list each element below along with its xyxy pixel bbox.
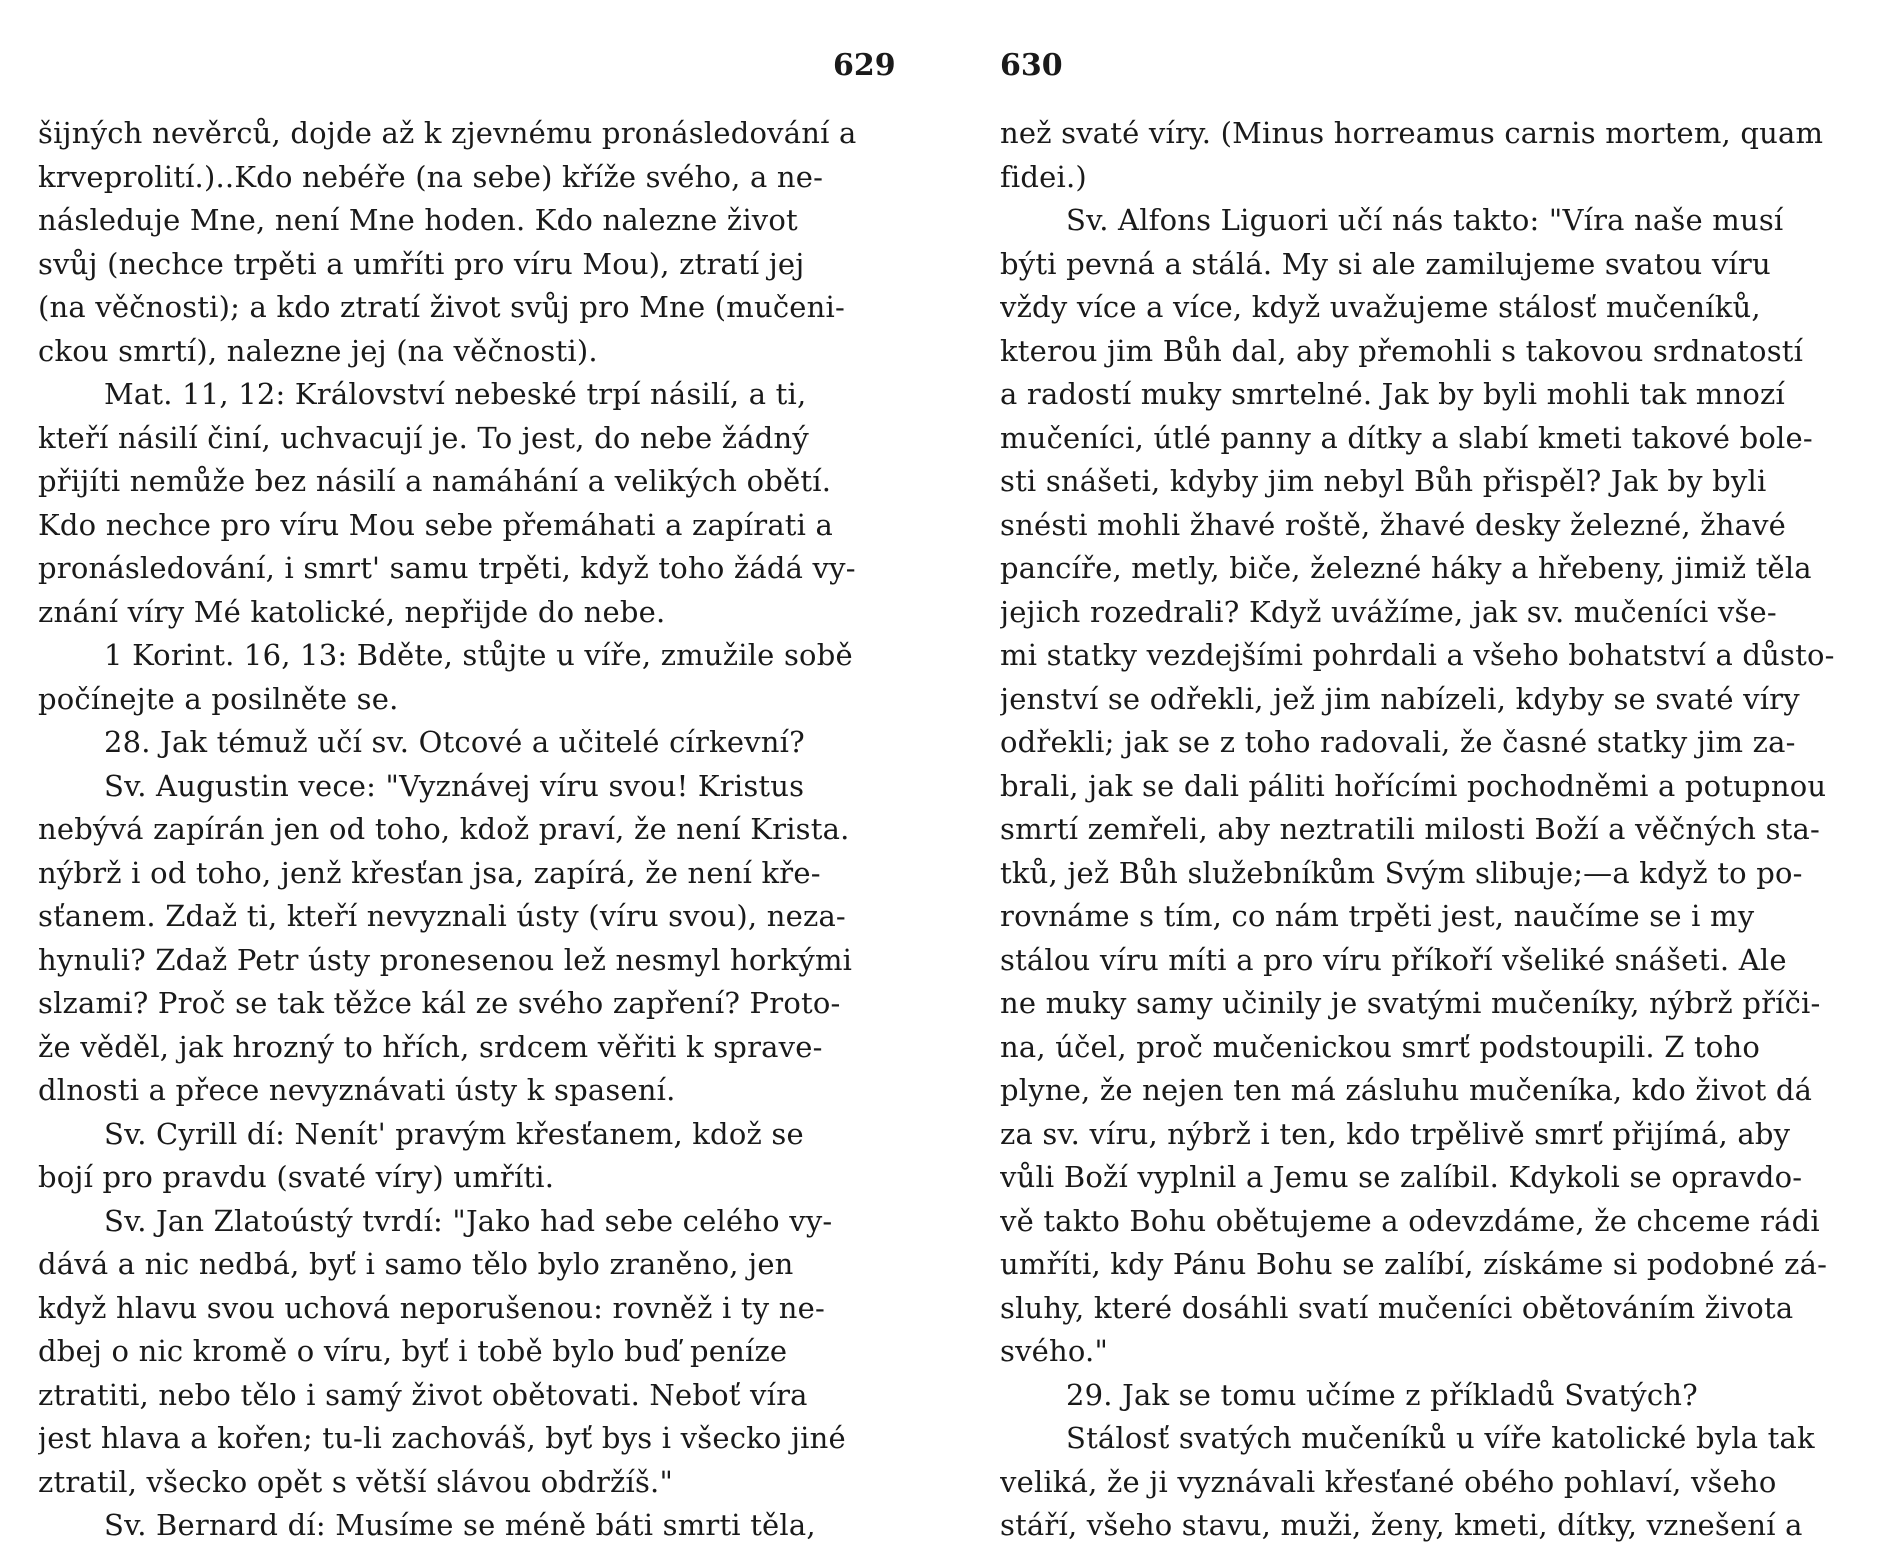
text-line: smrtí zemřeli, aby neztratili milosti Boží a věčných sta- (1000, 812, 1821, 846)
text-line: šijných nevěrců, dojde až k zjevnému pronásledování a (38, 116, 857, 150)
text-line: dává a nic nedbá, byť i samo tělo bylo zraněno, jen (38, 1247, 794, 1281)
text-line: pancíře, metly, biče, železné háky a hřebeny, jimiž těla (1000, 551, 1812, 585)
text-line: brali, jak se dali páliti hořícími pochodněmi a potupnou (1000, 768, 1827, 803)
text-line: dlnosti a přece nevyznávati ústy k spasení. (38, 1073, 676, 1107)
text-line: 1 Korint. 16, 13: Bděte, stůjte u víře, zmužile sobě (104, 638, 853, 672)
text-line: a radostí muky smrtelné. Jak by byli mohli tak mnozí (1000, 377, 1785, 411)
text-line: sťanem. Zdaž ti, kteří nevyznali ústy (víru svou), neza- (38, 899, 846, 933)
text-line: že věděl, jak hrozný to hřích, srdcem věřiti k sprave- (38, 1029, 823, 1064)
text-line: krveprolití.)..Kdo nebéře (na sebe) kříže svého, a ne- (38, 159, 824, 194)
text-line: mučeníci, útlé panny a dítky a slabí kmeti takové bole- (1000, 420, 1813, 455)
text-line: snésti mohli žhavé roště, žhavé desky železné, žhavé (1000, 507, 1787, 542)
text-line: sti snášeti, kdyby jim nebyl Bůh přispěl? Jak by byli (1000, 464, 1767, 498)
text-line: slzami? Proč se tak těžce kál ze svého zapření? Proto- (38, 986, 841, 1020)
text-line: jest hlava a kořen; tu-li zachováš, byť bys i všecko jiné (38, 1421, 846, 1455)
text-line: následuje Mne, není Mne hoden. Kdo nalezne život (38, 203, 798, 237)
text-line: počínejte a posilněte se. (38, 681, 399, 716)
text-line: Sv. Jan Zlatoústý tvrdí: "Jako had sebe celého vy- (104, 1203, 833, 1238)
text-line: sluhy, které dosáhli svatí mučeníci obětováním života (1000, 1290, 1794, 1325)
text-line: fidei.) (1000, 159, 1087, 194)
text-line: na, účel, proč mučenickou smrť podstoupili. Z toho (1000, 1029, 1761, 1064)
text-line: 29. Jak se tomu učíme z příkladů Svatých? (1066, 1377, 1698, 1412)
left-page-text (38, 112, 900, 1548)
right-page-text (1000, 112, 1862, 1548)
text-line: ztratil, všecko opět s větší slávou obdržíš." (38, 1464, 674, 1499)
page-number-left: 629 (833, 48, 896, 83)
text-line: Kdo nechce pro víru Mou sebe přemáhati a zapírati a (38, 507, 834, 542)
text-line: kterou jim Bůh dal, aby přemohli s takovou srdnatostí (1000, 333, 1804, 368)
text-line: stálou víru míti a pro víru příkoří všeliké snášeti. Ale (1000, 942, 1787, 977)
text-line: ne muky samy učinily je svatými mučeníky, nýbrž příči- (1000, 986, 1821, 1020)
text-line: kteří násilí činí, uchvacují je. To jest, do nebe žádný (38, 420, 809, 455)
text-line: jenství se odřekli, jež jim nabízeli, kdyby se svaté víry (1000, 681, 1800, 716)
text-line: pronásledování, i smrt' samu trpěti, když toho žádá vy- (38, 551, 856, 585)
text-line: 28. Jak témuž učí sv. Otcové a učitelé církevní? (104, 725, 805, 759)
text-line: přijíti nemůže bez násilí a namáhání a velikých obětí. (38, 464, 832, 498)
text-line: nýbrž i od toho, jenž křesťan jsa, zapírá, že není kře- (38, 855, 821, 890)
text-line: Sv. Bernard dí: Musíme se méně báti smrti těla, (104, 1508, 816, 1542)
text-line: svůj (nechce trpěti a umříti pro víru Mou), ztratí jej (38, 246, 805, 281)
text-line: vě takto Bohu obětujeme a odevzdáme, že chceme rádi (1000, 1203, 1820, 1238)
text-line: nebývá zapírán jen od toho, kdož praví, že není Krista. (38, 812, 850, 846)
text-line: bojí pro pravdu (svaté víry) umříti. (38, 1160, 555, 1194)
text-line: veliká, že ji vyznávali křesťané obého pohlaví, všeho (1000, 1464, 1777, 1499)
text-line: když hlavu svou uchová neporušenou: rovněž i ty ne- (38, 1290, 825, 1325)
text-line: vždy více a více, když uvažujeme stálosť mučeníků, (1000, 290, 1761, 324)
text-line: ckou smrtí), nalezne jej (na věčnosti). (38, 333, 598, 368)
text-line: svého." (1000, 1334, 1109, 1368)
text-line: stáří, všeho stavu, muži, ženy, kmeti, dítky, vznešení a (1000, 1508, 1803, 1542)
text-line: Sv. Cyrill dí: Nenít' pravým křesťanem, kdož se (104, 1116, 804, 1151)
text-line: Sv. Augustin vece: "Vyznávej víru svou! Kristus (104, 768, 805, 803)
page-number-right: 630 (1000, 48, 1063, 83)
text-line: jejich rozedrali? Když uvážíme, jak sv. mučeníci vše- (1000, 594, 1777, 629)
text-line: než svaté víry. (Minus horreamus carnis mortem, quam (1000, 116, 1824, 150)
text-line: dbej o nic kromě o víru, byť i tobě bylo buď peníze (38, 1334, 788, 1368)
text-line: rovnáme s tím, co nám trpěti jest, naučíme se i my (1000, 899, 1755, 933)
right-page (1000, 0, 1862, 1542)
text-line: Sv. Alfons Liguori učí nás takto: "Víra naše musí (1066, 203, 1784, 237)
text-line: umříti, kdy Pánu Bohu se zalíbí, získáme si podobné zá- (1000, 1247, 1828, 1281)
text-line: vůli Boží vyplnil a Jemu se zalíbil. Kdykoli se opravdo- (1000, 1160, 1803, 1194)
text-line: mi statky vezdejšími pohrdali a všeho bohatství a důsto- (1000, 638, 1835, 672)
text-line: znání víry Mé katolické, nepřijde do nebe. (38, 594, 666, 629)
text-line: hynuli? Zdaž Petr ústy pronesenou lež nesmyl horkými (38, 942, 853, 977)
text-line: (na věčnosti); a kdo ztratí život svůj pro Mne (mučeni- (38, 290, 846, 324)
text-line: odřekli; jak se z toho radovali, že časné statky jim za- (1000, 725, 1796, 759)
text-line: tků, jež Bůh služebníkům Svým slibuje;—a když to po- (1000, 855, 1803, 890)
left-page (38, 0, 900, 1542)
text-line: býti pevná a stálá. My si ale zamilujeme svatou víru (1000, 246, 1771, 281)
text-line: Stálosť svatých mučeníků u víře katolické byla tak (1066, 1421, 1815, 1455)
text-line: ztratiti, nebo tělo i samý život obětovati. Neboť víra (38, 1377, 808, 1412)
text-line: Mat. 11, 12: Království nebeské trpí násilí, a ti, (104, 377, 807, 411)
text-line: za sv. víru, nýbrž i ten, kdo trpělivě smrť přijímá, aby (1000, 1116, 1791, 1151)
text-line: plyne, že nejen ten má zásluhu mučeníka, kdo život dá (1000, 1073, 1813, 1107)
